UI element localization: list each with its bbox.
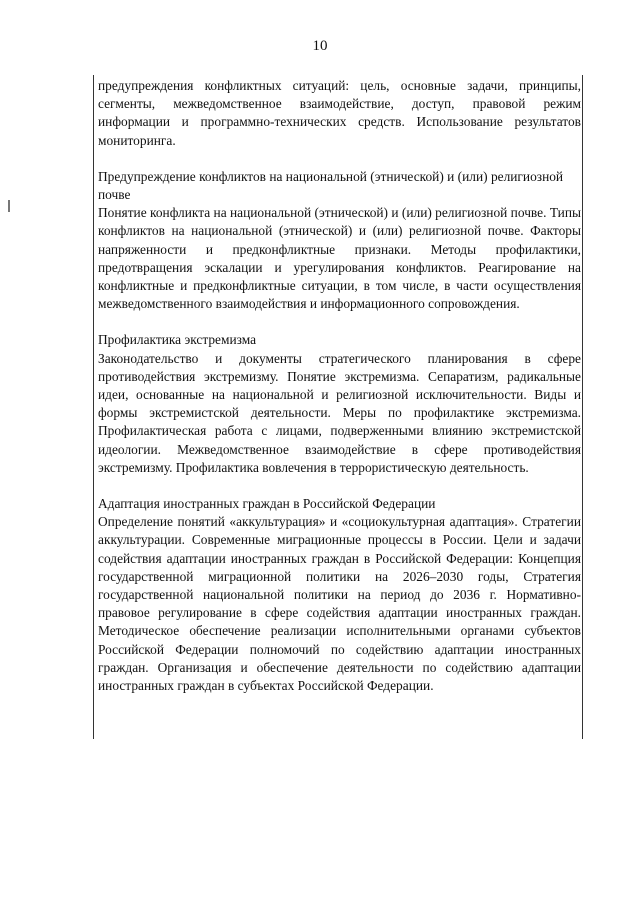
section-extremism-prevention: [98, 331, 581, 477]
page-number: 10: [312, 38, 328, 54]
section-title: Профилактика экстремизма: [98, 332, 257, 348]
section-body: Определение понятий «аккультурация» и «социокультурная адаптация». Стратегии аккультурации. Современные миграционные процессы в России. Цели и задачи содействия адаптации иностранных граждан в Российской Федерации: Концепция государственной миграционной политики на 2026–2030 годы, Стратегия государственной национальной политики на период до 2036 г. Нормативно-правовое регулирование в сфере содействия адаптации иностранных граждан. Методическое обеспечение реализации исполнительными органами субъектов Российской Федерации полномочий по содействию адаптации иностранных граждан. Организация и обеспечение деятельности по содействию адаптации иностранных граждан в субъектах Российской Федерации.: [98, 514, 581, 694]
section-body: Понятие конфликта на национальной (этнической) и (или) религиозной почве. Типы конфликтов на национальной (этнической) и (или) религиозной почве. Факторы напряженности и предконфликтные признаки. Методы профилактики, предотвращения эскалации и урегулирования конфликтов. Реагирование на конфликтные и предконфликтные ситуации, в том числе, в части осуществления межведомственного взаимодействия и информационного сопровождения.: [98, 205, 581, 312]
section-foreign-citizens-adaptation: [98, 495, 581, 695]
scan-edge-mark: [8, 200, 10, 212]
intro-paragraph: предупреждения конфликтных ситуаций: цель, основные задачи, принципы, сегменты, межведомственное взаимодействие, доступ, правовой режим информации и программно-технических средств. Использование результатов мониторинга.: [98, 78, 581, 148]
document-content: [98, 77, 581, 713]
section-title: Адаптация иностранных граждан в Российской Федерации: [98, 496, 436, 512]
section-conflict-prevention: [98, 168, 581, 314]
section-body: Законодательство и документы стратегического планирования в сфере противодействия экстремизму. Понятие экстремизма. Сепаратизм, радикальные идеи, основанные на национальной и религиозной исключительности. Виды и формы экстремистской деятельности. Меры по профилактике экстремизма. Профилактическая работа с лицами, подверженными влиянию экстремистской идеологии. Межведомственное взаимодействие в сфере противодействия экстремизму. Профилактика вовлечения в террористическую деятельность.: [98, 350, 581, 475]
section-title: Предупреждение конфликтов на национальной (этнической) и (или) религиозной почве: [98, 168, 564, 203]
intro-section: [98, 77, 581, 150]
